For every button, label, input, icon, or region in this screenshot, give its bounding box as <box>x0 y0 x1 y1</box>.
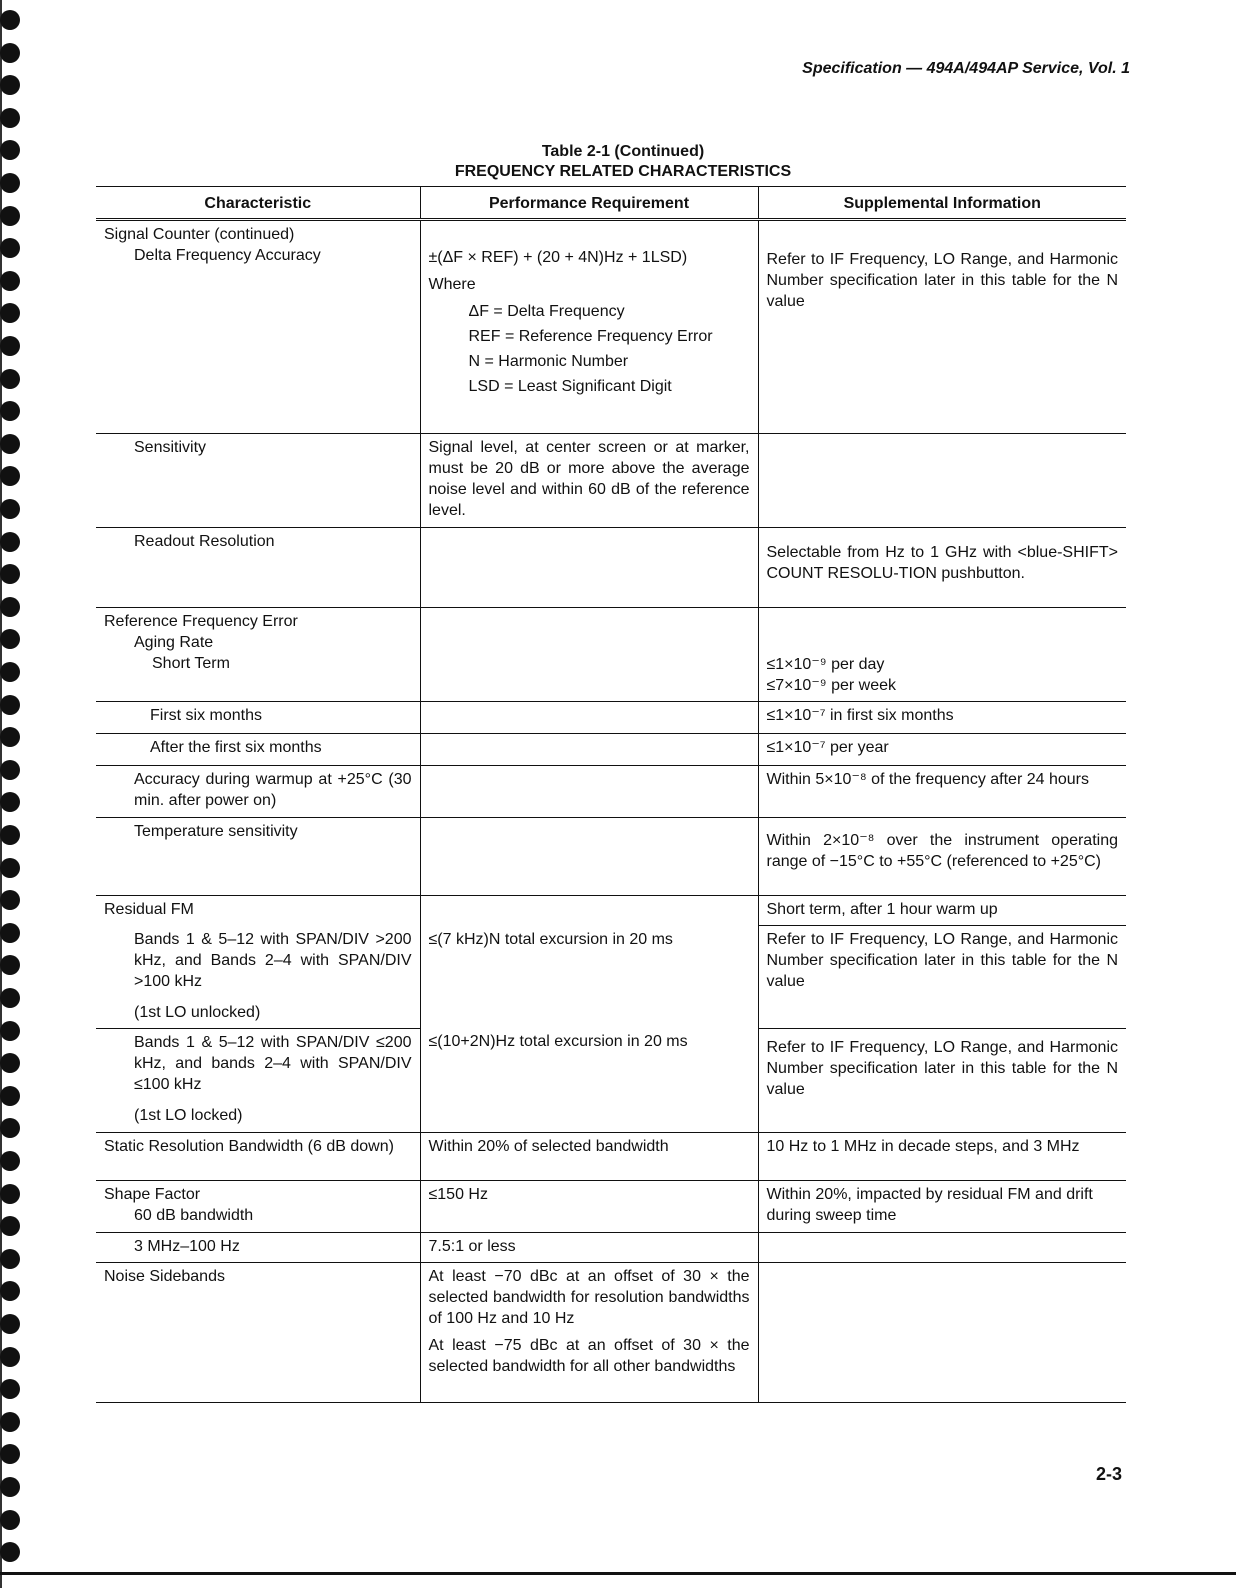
characteristic-cell <box>96 926 420 1029</box>
binder-hole <box>0 923 20 943</box>
row-label: First six months <box>96 702 420 734</box>
binder-hole <box>0 1477 20 1497</box>
supplemental-cell: 10 Hz to 1 MHz in decade steps, and 3 MHz <box>758 1132 1126 1180</box>
binder-hole <box>0 206 20 226</box>
table-row <box>96 766 1126 818</box>
row-label: Delta Frequency Accuracy <box>134 247 321 264</box>
binder-hole <box>0 466 20 486</box>
binder-hole <box>0 858 20 878</box>
binder-hole <box>0 43 20 63</box>
supplemental-text: ≤7×10⁻⁹ per week <box>766 677 896 694</box>
requirement-text: At least −70 dBc at an offset of 30 × the selected bandwidth for resolution bandwidths of 100 Hz and 10 Hz <box>428 1267 750 1327</box>
binder-hole <box>0 108 20 128</box>
row-label: After the first six months <box>96 734 420 766</box>
row-note: (1st LO unlocked) <box>134 1003 261 1021</box>
page-number: 2-3 <box>1095 1464 1122 1484</box>
table-row <box>96 896 1126 926</box>
supplemental-cell: Within 2×10⁻⁸ over the instrument operating range of −15°C to +55°C (referenced to +25°C) <box>758 818 1126 896</box>
row-label: 3 MHz–100 Hz <box>96 1232 420 1262</box>
supplemental-text: Refer to IF Frequency, LO Range, and Harmonic Number specification later in this table for the N value <box>766 251 1118 310</box>
binder-hole <box>0 1444 20 1464</box>
requirement-cell <box>420 818 758 896</box>
row-label: Noise Sidebands <box>96 1262 420 1402</box>
requirement-cell: ≤(10+2N)Hz total excursion in 20 ms <box>420 1028 758 1132</box>
supplemental-cell <box>758 434 1126 528</box>
supplemental-cell <box>758 608 1126 702</box>
characteristic-cell <box>96 608 420 702</box>
requirement-cell <box>420 220 758 434</box>
requirement-cell <box>420 608 758 702</box>
table-row <box>96 818 1126 896</box>
binder-hole <box>0 1184 20 1204</box>
characteristic-cell <box>96 1028 420 1132</box>
table-row <box>96 926 1126 1029</box>
supplemental-cell: Within 5×10⁻⁸ of the frequency after 24 hours <box>758 766 1126 818</box>
supplemental-cell <box>758 1232 1126 1262</box>
definition-item: N = Harmonic Number <box>468 353 629 370</box>
binder-hole <box>0 532 20 552</box>
requirement-text: ±(ΔF × REF) + (20 + 4N)Hz + 1LSD) <box>428 249 688 266</box>
table-row <box>96 608 1126 702</box>
column-header-supplemental: Supplemental Information <box>758 187 1126 220</box>
table-row <box>96 220 1126 434</box>
binder-hole <box>0 1118 20 1138</box>
definition-item: REF = Reference Frequency Error <box>468 328 713 345</box>
supplemental-cell: ≤1×10⁻⁷ in first six months <box>758 702 1126 734</box>
supplemental-text: ≤1×10⁻⁹ per day <box>766 656 885 673</box>
row-label: Accuracy during warmup at +25°C (30 min. after power on) <box>96 766 420 818</box>
table-number: Table 2-1 (Continued) <box>541 143 705 160</box>
binder-hole <box>0 401 20 421</box>
row-label: Aging Rate <box>134 634 214 651</box>
page-bottom-rule <box>0 1572 1236 1575</box>
requirement-cell: ≤(7 kHz)N total excursion in 20 ms <box>420 926 758 1029</box>
binder-hole <box>0 75 20 95</box>
definition-item: ΔF = Delta Frequency <box>468 303 625 320</box>
requirement-cell <box>420 896 758 926</box>
binder-hole <box>0 10 20 30</box>
binder-holes <box>0 0 22 1588</box>
binder-hole <box>0 760 20 780</box>
supplemental-cell: Selectable from Hz to 1 GHz with <blue-SHIFT> COUNT RESOLU-TION pushbutton. <box>758 528 1126 608</box>
column-header-characteristic: Characteristic <box>96 187 420 220</box>
row-label: Temperature sensitivity <box>96 818 420 896</box>
supplemental-cell: ≤1×10⁻⁷ per year <box>758 734 1126 766</box>
requirement-cell <box>420 528 758 608</box>
supplemental-cell <box>758 220 1126 434</box>
table-row <box>96 1028 1126 1132</box>
binder-hole <box>0 1053 20 1073</box>
table-title: FREQUENCY RELATED CHARACTERISTICS <box>454 163 792 180</box>
binder-hole <box>0 1021 20 1041</box>
binder-hole <box>0 825 20 845</box>
binder-hole <box>0 662 20 682</box>
supplemental-cell: Short term, after 1 hour warm up <box>758 896 1126 926</box>
requirement-cell: 7.5:1 or less <box>420 1232 758 1262</box>
table-row <box>96 734 1126 766</box>
binder-hole <box>0 336 20 356</box>
binder-hole <box>0 369 20 389</box>
table-row <box>96 528 1126 608</box>
binder-hole <box>0 1151 20 1171</box>
row-note: (1st LO locked) <box>134 1106 243 1124</box>
binder-hole <box>0 564 20 584</box>
requirement-cell: Signal level, at center screen or at marker, must be 20 dB or more above the average noise level and within 60 dB of the reference level. <box>420 434 758 528</box>
row-label: Sensitivity <box>96 434 420 528</box>
binder-hole <box>0 695 20 715</box>
supplemental-cell: Refer to IF Frequency, LO Range, and Harmonic Number specification later in this table for the N value <box>758 1028 1126 1132</box>
binder-hole <box>0 1379 20 1399</box>
row-label: 60 dB bandwidth <box>134 1206 254 1224</box>
binder-hole <box>0 434 20 454</box>
table-header-row <box>96 187 1126 220</box>
group-label: Shape Factor <box>104 1185 201 1203</box>
binder-hole <box>0 303 20 323</box>
requirement-cell <box>420 702 758 734</box>
binder-hole <box>0 727 20 747</box>
definition-item: LSD = Least Significant Digit <box>468 378 672 395</box>
binder-hole <box>0 1412 20 1432</box>
table-row <box>96 1262 1126 1402</box>
requirement-text: Where <box>428 276 476 293</box>
characteristic-cell <box>96 220 420 434</box>
row-label: Static Resolution Bandwidth (6 dB down) <box>96 1132 420 1180</box>
binder-hole <box>0 1086 20 1106</box>
requirement-cell <box>420 1262 758 1402</box>
requirement-cell <box>420 766 758 818</box>
table-row <box>96 1180 1126 1232</box>
binder-hole <box>0 1314 20 1334</box>
binder-hole <box>0 1347 20 1367</box>
binder-hole <box>0 271 20 291</box>
row-label: Bands 1 & 5–12 with SPAN/DIV ≤200 kHz, and bands 2–4 with SPAN/DIV ≤100 kHz <box>134 1033 412 1093</box>
binder-hole <box>0 890 20 910</box>
binder-hole <box>0 1542 20 1562</box>
binder-hole <box>0 1216 20 1236</box>
row-label: Short Term <box>152 655 230 672</box>
binder-hole <box>0 1281 20 1301</box>
group-label: Residual FM <box>104 901 194 918</box>
binder-hole <box>0 1510 20 1530</box>
group-label: Reference Frequency Error <box>104 613 298 630</box>
binder-hole <box>0 499 20 519</box>
requirement-cell: ≤150 Hz <box>420 1180 758 1232</box>
supplemental-cell: Within 20%, impacted by residual FM and drift during sweep time <box>758 1180 1126 1232</box>
binder-hole <box>0 238 20 258</box>
binder-hole <box>0 792 20 812</box>
requirement-cell: Within 20% of selected bandwidth <box>420 1132 758 1180</box>
running-header: Specification — 494A/494AP Service, Vol. 1 <box>802 60 1130 77</box>
binder-hole <box>0 988 20 1008</box>
binder-hole <box>0 629 20 649</box>
table-row <box>96 1232 1126 1262</box>
row-label: Readout Resolution <box>96 528 420 608</box>
frequency-characteristics-table <box>96 186 1126 1403</box>
table-row <box>96 434 1126 528</box>
table-row <box>96 1132 1126 1180</box>
characteristic-cell <box>96 1180 420 1232</box>
supplemental-cell <box>758 1262 1126 1402</box>
table-caption <box>0 142 1236 182</box>
column-header-performance: Performance Requirement <box>420 187 758 220</box>
row-label: Bands 1 & 5–12 with SPAN/DIV >200 kHz, and Bands 2–4 with SPAN/DIV >100 kHz <box>134 930 412 990</box>
binder-hole <box>0 597 20 617</box>
binder-hole <box>0 955 20 975</box>
supplemental-cell: Refer to IF Frequency, LO Range, and Harmonic Number specification later in this table for the N value <box>758 926 1126 1029</box>
binder-hole <box>0 1249 20 1269</box>
requirement-text: At least −75 dBc at an offset of 30 × the selected bandwidth for all other bandwidths <box>428 1336 750 1375</box>
group-label: Signal Counter (continued) <box>104 226 295 243</box>
requirement-cell <box>420 734 758 766</box>
table-row <box>96 702 1126 734</box>
